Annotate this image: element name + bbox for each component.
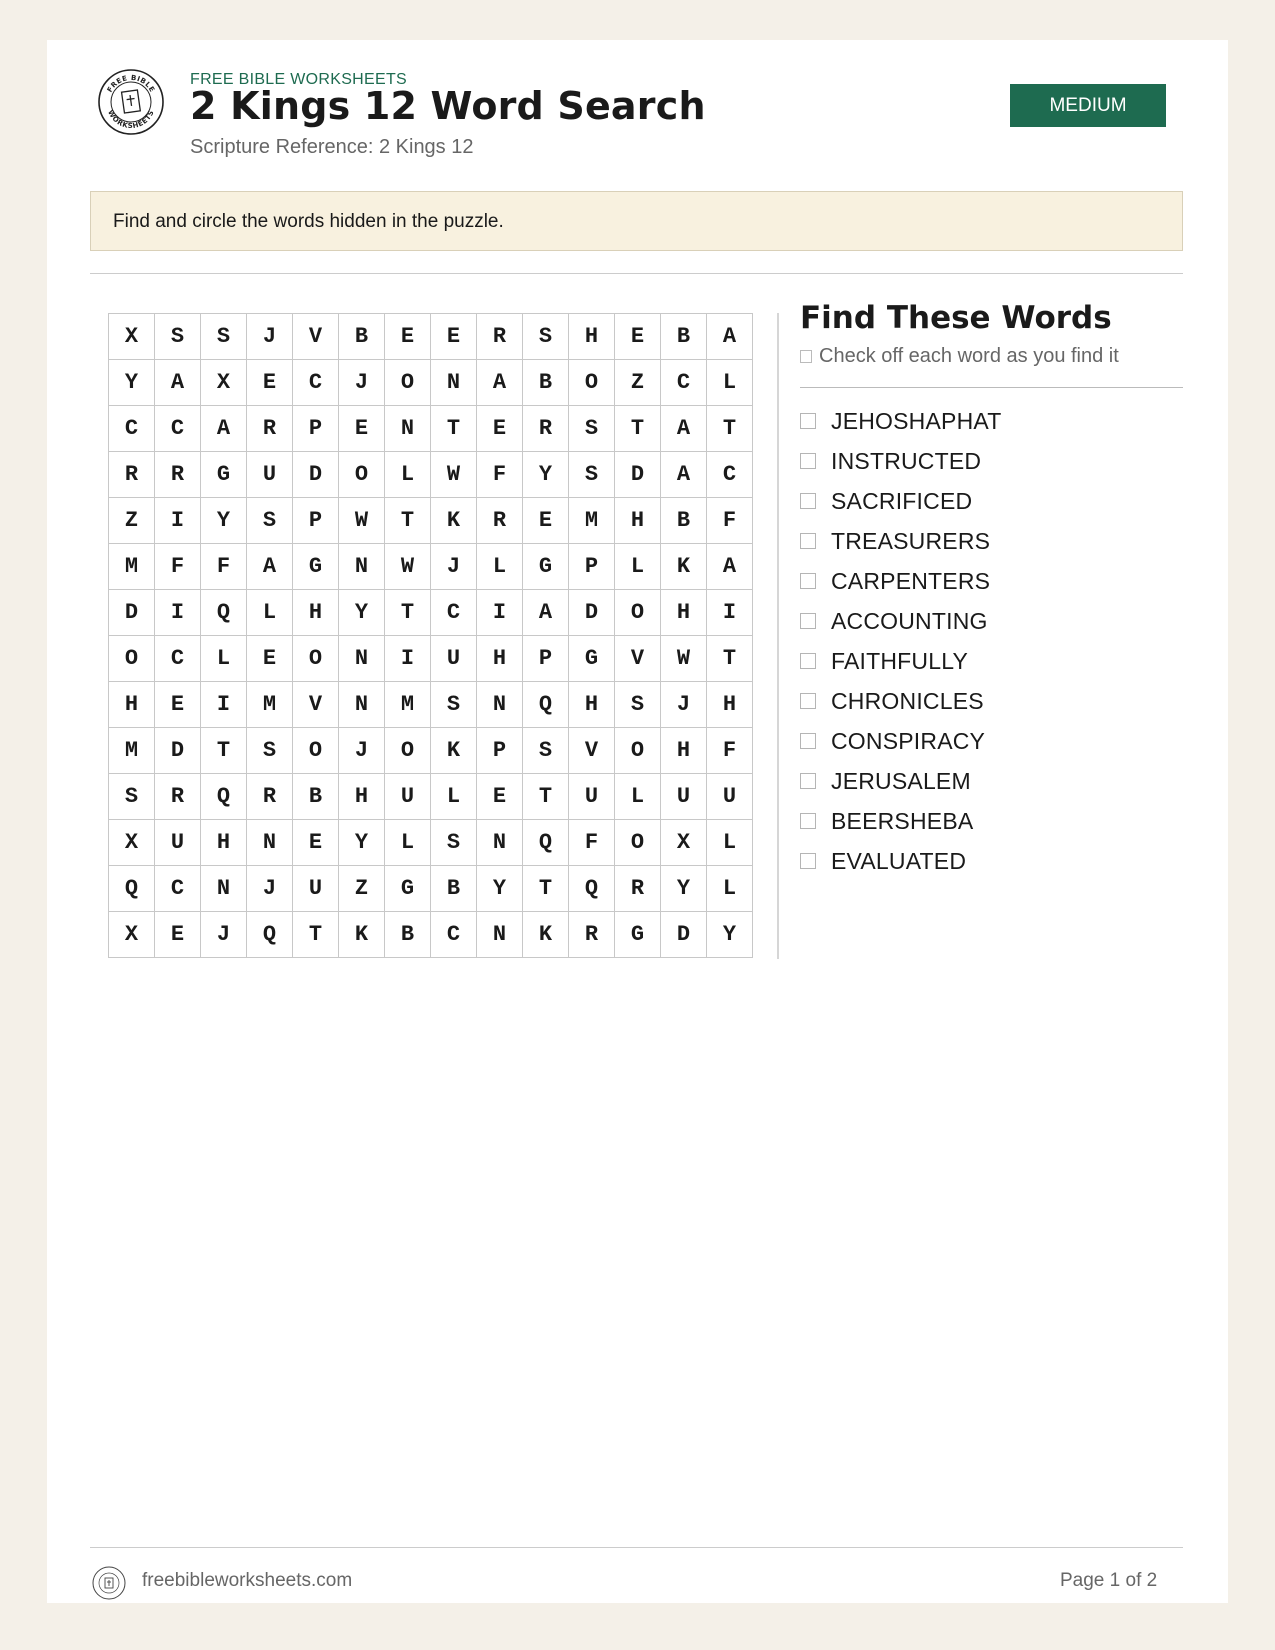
grid-cell[interactable]: B bbox=[661, 314, 707, 360]
grid-cell[interactable]: F bbox=[155, 544, 201, 590]
checkbox-icon[interactable] bbox=[800, 493, 816, 509]
grid-cell[interactable]: J bbox=[247, 866, 293, 912]
word-list-hint-text: Check off each word as you find it bbox=[819, 345, 1119, 367]
grid-cell[interactable]: E bbox=[247, 360, 293, 406]
grid-row bbox=[109, 360, 753, 406]
grid-cell[interactable]: R bbox=[155, 774, 201, 820]
worksheet-page bbox=[47, 40, 1228, 1603]
word-list bbox=[800, 401, 1001, 881]
grid-cell[interactable]: V bbox=[293, 682, 339, 728]
grid-cell[interactable]: T bbox=[523, 866, 569, 912]
grid-cell[interactable]: H bbox=[339, 774, 385, 820]
grid-cell[interactable]: N bbox=[477, 682, 523, 728]
word-item[interactable] bbox=[800, 841, 1001, 881]
word-label: BEERSHEBA bbox=[831, 807, 974, 834]
grid-cell[interactable]: L bbox=[615, 544, 661, 590]
grid-cell[interactable]: H bbox=[109, 682, 155, 728]
grid-cell[interactable]: O bbox=[385, 360, 431, 406]
footer-website: freebibleworksheets.com bbox=[142, 1570, 353, 1591]
grid-cell[interactable]: P bbox=[293, 498, 339, 544]
grid-cell[interactable]: F bbox=[201, 544, 247, 590]
word-item[interactable] bbox=[800, 521, 1001, 561]
grid-cell[interactable]: B bbox=[293, 774, 339, 820]
grid-cell[interactable]: L bbox=[431, 774, 477, 820]
grid-cell[interactable]: O bbox=[615, 728, 661, 774]
grid-cell[interactable]: J bbox=[339, 360, 385, 406]
grid-cell[interactable]: E bbox=[615, 314, 661, 360]
grid-cell[interactable]: G bbox=[523, 544, 569, 590]
grid-cell[interactable]: X bbox=[661, 820, 707, 866]
grid-cell[interactable]: K bbox=[431, 498, 477, 544]
grid-cell[interactable]: R bbox=[247, 406, 293, 452]
grid-row bbox=[109, 636, 753, 682]
grid-cell[interactable]: C bbox=[431, 590, 477, 636]
grid-cell[interactable]: U bbox=[385, 774, 431, 820]
grid-cell[interactable]: M bbox=[109, 728, 155, 774]
grid-cell[interactable]: L bbox=[615, 774, 661, 820]
grid-row bbox=[109, 544, 753, 590]
grid-cell[interactable]: N bbox=[339, 682, 385, 728]
grid-cell[interactable]: T bbox=[707, 406, 753, 452]
instructions-box bbox=[90, 191, 1183, 251]
difficulty-badge: MEDIUM bbox=[1010, 84, 1166, 127]
grid-cell[interactable]: P bbox=[569, 544, 615, 590]
word-item[interactable] bbox=[800, 721, 1001, 761]
grid-cell[interactable]: K bbox=[431, 728, 477, 774]
grid-cell[interactable]: H bbox=[707, 682, 753, 728]
grid-cell[interactable]: Q bbox=[523, 682, 569, 728]
grid-cell[interactable]: X bbox=[109, 314, 155, 360]
page-title: 2 Kings 12 Word Search bbox=[190, 84, 706, 128]
grid-cell[interactable]: O bbox=[339, 452, 385, 498]
grid-cell[interactable]: C bbox=[707, 452, 753, 498]
grid-row bbox=[109, 314, 753, 360]
grid-row bbox=[109, 498, 753, 544]
grid-cell[interactable]: U bbox=[431, 636, 477, 682]
word-list-hint bbox=[800, 345, 1119, 368]
grid-cell[interactable]: N bbox=[477, 912, 523, 958]
word-label: CHRONICLES bbox=[831, 687, 984, 714]
grid-cell[interactable]: O bbox=[385, 728, 431, 774]
grid-row bbox=[109, 452, 753, 498]
grid-cell[interactable]: C bbox=[155, 636, 201, 682]
checkbox-icon[interactable] bbox=[800, 613, 816, 629]
svg-text:WORKSHEETS: WORKSHEETS bbox=[106, 108, 156, 131]
grid-cell[interactable]: C bbox=[109, 406, 155, 452]
grid-cell[interactable]: L bbox=[707, 360, 753, 406]
grid-cell[interactable]: N bbox=[247, 820, 293, 866]
grid-cell[interactable]: C bbox=[155, 866, 201, 912]
grid-cell[interactable]: U bbox=[155, 820, 201, 866]
grid-cell[interactable]: E bbox=[385, 314, 431, 360]
grid-cell[interactable]: H bbox=[569, 314, 615, 360]
word-label: CARPENTERS bbox=[831, 567, 991, 594]
grid-cell[interactable]: H bbox=[661, 728, 707, 774]
grid-cell[interactable]: O bbox=[109, 636, 155, 682]
grid-cell[interactable]: M bbox=[247, 682, 293, 728]
grid-cell[interactable]: Q bbox=[201, 774, 247, 820]
grid-cell[interactable]: K bbox=[339, 912, 385, 958]
grid-cell[interactable]: B bbox=[385, 912, 431, 958]
grid-cell[interactable]: F bbox=[477, 452, 523, 498]
word-item[interactable] bbox=[800, 441, 1001, 481]
grid-row bbox=[109, 682, 753, 728]
grid-cell[interactable]: Z bbox=[109, 498, 155, 544]
grid-cell[interactable]: X bbox=[109, 912, 155, 958]
grid-cell[interactable]: H bbox=[293, 590, 339, 636]
grid-cell[interactable]: Y bbox=[707, 912, 753, 958]
grid-cell[interactable]: G bbox=[569, 636, 615, 682]
grid-cell[interactable]: K bbox=[661, 544, 707, 590]
grid-cell[interactable]: T bbox=[293, 912, 339, 958]
scripture-reference: Scripture Reference: 2 Kings 12 bbox=[190, 136, 474, 158]
grid-cell[interactable]: Q bbox=[201, 590, 247, 636]
grid-cell[interactable]: U bbox=[293, 866, 339, 912]
grid-cell[interactable]: H bbox=[569, 682, 615, 728]
grid-cell[interactable]: Y bbox=[523, 452, 569, 498]
grid-cell[interactable]: S bbox=[569, 406, 615, 452]
column-divider bbox=[777, 313, 779, 959]
footer-divider bbox=[90, 1547, 1183, 1548]
grid-cell[interactable]: S bbox=[247, 498, 293, 544]
footer-logo-icon bbox=[92, 1566, 126, 1600]
grid-cell[interactable]: S bbox=[201, 314, 247, 360]
grid-cell[interactable]: R bbox=[477, 314, 523, 360]
grid-cell[interactable]: Y bbox=[201, 498, 247, 544]
grid-cell[interactable]: D bbox=[155, 728, 201, 774]
grid-cell[interactable]: A bbox=[247, 544, 293, 590]
grid-cell[interactable]: R bbox=[155, 452, 201, 498]
grid-cell[interactable]: U bbox=[661, 774, 707, 820]
grid-cell[interactable]: C bbox=[155, 406, 201, 452]
grid-cell[interactable]: A bbox=[155, 360, 201, 406]
bible-logo-icon bbox=[97, 68, 165, 136]
checkbox-icon[interactable] bbox=[800, 733, 816, 749]
grid-cell[interactable]: Z bbox=[339, 866, 385, 912]
grid-cell[interactable]: V bbox=[293, 314, 339, 360]
grid-cell[interactable]: A bbox=[477, 360, 523, 406]
word-item[interactable] bbox=[800, 641, 1001, 681]
grid-row bbox=[109, 728, 753, 774]
grid-cell[interactable]: E bbox=[247, 636, 293, 682]
grid-cell[interactable]: F bbox=[569, 820, 615, 866]
grid-cell[interactable]: M bbox=[385, 682, 431, 728]
grid-cell[interactable]: T bbox=[201, 728, 247, 774]
grid-row bbox=[109, 406, 753, 452]
checkbox-icon[interactable] bbox=[800, 813, 816, 829]
grid-cell[interactable]: T bbox=[615, 406, 661, 452]
grid-cell[interactable]: S bbox=[615, 682, 661, 728]
grid-cell[interactable]: G bbox=[293, 544, 339, 590]
grid-cell[interactable]: I bbox=[155, 498, 201, 544]
word-list-title: Find These Words bbox=[800, 300, 1112, 336]
word-item[interactable] bbox=[800, 601, 1001, 641]
grid-cell[interactable]: W bbox=[661, 636, 707, 682]
checkbox-icon[interactable] bbox=[800, 453, 816, 469]
grid-cell[interactable]: R bbox=[523, 406, 569, 452]
svg-text:FREE BIBLE: FREE BIBLE bbox=[105, 73, 157, 94]
word-label: EVALUATED bbox=[831, 847, 967, 874]
grid-cell[interactable]: O bbox=[615, 820, 661, 866]
grid-row bbox=[109, 912, 753, 958]
grid-cell[interactable]: O bbox=[569, 360, 615, 406]
grid-cell[interactable]: E bbox=[477, 774, 523, 820]
word-item[interactable] bbox=[800, 681, 1001, 721]
word-label: FAITHFULLY bbox=[831, 647, 969, 674]
grid-cell[interactable]: E bbox=[477, 406, 523, 452]
grid-cell[interactable]: Q bbox=[523, 820, 569, 866]
grid-cell[interactable]: E bbox=[155, 912, 201, 958]
grid-cell[interactable]: R bbox=[477, 498, 523, 544]
grid-cell[interactable]: M bbox=[109, 544, 155, 590]
grid-cell[interactable]: L bbox=[477, 544, 523, 590]
grid-cell[interactable]: L bbox=[247, 590, 293, 636]
grid-cell[interactable]: C bbox=[431, 912, 477, 958]
grid-cell[interactable]: R bbox=[109, 452, 155, 498]
grid-cell[interactable]: M bbox=[569, 498, 615, 544]
grid-cell[interactable]: P bbox=[293, 406, 339, 452]
grid-row bbox=[109, 820, 753, 866]
checkbox-icon[interactable] bbox=[800, 853, 816, 869]
grid-cell[interactable]: G bbox=[201, 452, 247, 498]
grid-cell[interactable]: L bbox=[385, 452, 431, 498]
grid-cell[interactable]: W bbox=[339, 498, 385, 544]
grid-cell[interactable]: A bbox=[661, 452, 707, 498]
grid-cell[interactable]: I bbox=[201, 682, 247, 728]
grid-cell[interactable]: Z bbox=[615, 360, 661, 406]
grid-cell[interactable]: J bbox=[661, 682, 707, 728]
grid-cell[interactable]: S bbox=[155, 314, 201, 360]
header-divider bbox=[90, 273, 1183, 274]
instructions-text: Find and circle the words hidden in the puzzle. bbox=[113, 211, 504, 232]
grid-cell[interactable]: H bbox=[477, 636, 523, 682]
grid-cell[interactable]: H bbox=[661, 590, 707, 636]
grid-cell[interactable]: N bbox=[477, 820, 523, 866]
grid-cell[interactable]: S bbox=[523, 314, 569, 360]
grid-cell[interactable]: T bbox=[707, 636, 753, 682]
grid-cell[interactable]: A bbox=[707, 544, 753, 590]
grid-cell[interactable]: D bbox=[661, 912, 707, 958]
grid-cell[interactable]: J bbox=[339, 728, 385, 774]
grid-cell[interactable]: I bbox=[707, 590, 753, 636]
grid-cell[interactable]: J bbox=[431, 544, 477, 590]
grid-cell[interactable]: B bbox=[661, 498, 707, 544]
grid-cell[interactable]: A bbox=[661, 406, 707, 452]
grid-cell[interactable]: T bbox=[431, 406, 477, 452]
word-item[interactable] bbox=[800, 481, 1001, 521]
page-number: Page 1 of 2 bbox=[1060, 1570, 1158, 1591]
grid-cell[interactable]: L bbox=[201, 636, 247, 682]
grid-cell[interactable]: U bbox=[569, 774, 615, 820]
grid-cell[interactable]: V bbox=[615, 636, 661, 682]
grid-cell[interactable]: S bbox=[569, 452, 615, 498]
grid-cell[interactable]: T bbox=[523, 774, 569, 820]
grid-row bbox=[109, 774, 753, 820]
checkbox-icon[interactable] bbox=[800, 773, 816, 789]
word-item[interactable] bbox=[800, 761, 1001, 801]
grid-cell[interactable]: E bbox=[431, 314, 477, 360]
grid-cell[interactable]: R bbox=[247, 774, 293, 820]
grid-cell[interactable]: D bbox=[293, 452, 339, 498]
grid-cell[interactable]: G bbox=[615, 912, 661, 958]
grid-cell[interactable]: P bbox=[477, 728, 523, 774]
grid-cell[interactable]: J bbox=[247, 314, 293, 360]
word-item[interactable] bbox=[800, 401, 1001, 441]
grid-cell[interactable]: S bbox=[523, 728, 569, 774]
grid-cell[interactable]: L bbox=[707, 820, 753, 866]
grid-cell[interactable]: W bbox=[431, 452, 477, 498]
grid-cell[interactable]: U bbox=[707, 774, 753, 820]
grid-cell[interactable]: O bbox=[293, 636, 339, 682]
grid-cell[interactable]: O bbox=[293, 728, 339, 774]
grid-cell[interactable]: A bbox=[707, 314, 753, 360]
grid-cell[interactable]: N bbox=[385, 406, 431, 452]
grid-row bbox=[109, 590, 753, 636]
grid-cell[interactable]: Y bbox=[109, 360, 155, 406]
grid-cell[interactable]: T bbox=[385, 498, 431, 544]
grid-cell[interactable]: C bbox=[661, 360, 707, 406]
grid-cell[interactable]: I bbox=[477, 590, 523, 636]
word-label: CONSPIRACY bbox=[831, 727, 986, 754]
grid-cell[interactable]: B bbox=[431, 866, 477, 912]
word-label: JERUSALEM bbox=[831, 767, 971, 794]
grid-cell[interactable]: Y bbox=[661, 866, 707, 912]
grid-cell[interactable]: Q bbox=[569, 866, 615, 912]
grid-cell[interactable]: E bbox=[523, 498, 569, 544]
grid-cell[interactable]: S bbox=[431, 820, 477, 866]
grid-cell[interactable]: N bbox=[339, 544, 385, 590]
grid-cell[interactable]: R bbox=[569, 912, 615, 958]
grid-cell[interactable]: P bbox=[523, 636, 569, 682]
grid-cell[interactable]: H bbox=[615, 498, 661, 544]
grid-cell[interactable]: G bbox=[385, 866, 431, 912]
grid-cell[interactable]: K bbox=[523, 912, 569, 958]
grid-cell[interactable]: N bbox=[431, 360, 477, 406]
grid-cell[interactable]: D bbox=[109, 590, 155, 636]
grid-cell[interactable]: E bbox=[293, 820, 339, 866]
grid-cell[interactable]: F bbox=[707, 728, 753, 774]
grid-cell[interactable]: A bbox=[523, 590, 569, 636]
grid-cell[interactable]: T bbox=[385, 590, 431, 636]
word-label: INSTRUCTED bbox=[831, 447, 982, 474]
grid-cell[interactable]: A bbox=[201, 406, 247, 452]
grid-cell[interactable]: D bbox=[615, 452, 661, 498]
grid-cell[interactable]: B bbox=[339, 314, 385, 360]
grid-cell[interactable]: Y bbox=[339, 820, 385, 866]
grid-cell[interactable]: X bbox=[109, 820, 155, 866]
checkbox-icon bbox=[800, 350, 812, 363]
grid-cell[interactable]: I bbox=[155, 590, 201, 636]
grid-cell[interactable]: H bbox=[201, 820, 247, 866]
grid-cell[interactable]: W bbox=[385, 544, 431, 590]
checkbox-icon[interactable] bbox=[800, 573, 816, 589]
grid-cell[interactable]: I bbox=[385, 636, 431, 682]
grid-cell[interactable]: S bbox=[247, 728, 293, 774]
word-label: TREASURERS bbox=[831, 527, 991, 554]
grid-cell[interactable]: S bbox=[109, 774, 155, 820]
grid-cell[interactable]: X bbox=[201, 360, 247, 406]
checkbox-icon[interactable] bbox=[800, 533, 816, 549]
grid-cell[interactable]: Y bbox=[477, 866, 523, 912]
grid-row bbox=[109, 866, 753, 912]
word-item[interactable] bbox=[800, 561, 1001, 601]
grid-cell[interactable]: N bbox=[339, 636, 385, 682]
grid-cell[interactable]: N bbox=[201, 866, 247, 912]
grid-cell[interactable]: C bbox=[293, 360, 339, 406]
word-label: JEHOSHAPHAT bbox=[831, 407, 1002, 434]
word-list-divider bbox=[800, 387, 1183, 388]
grid-cell[interactable]: L bbox=[385, 820, 431, 866]
word-item[interactable] bbox=[800, 801, 1001, 841]
grid-cell[interactable]: U bbox=[247, 452, 293, 498]
grid-cell[interactable]: R bbox=[615, 866, 661, 912]
grid-cell[interactable]: Y bbox=[339, 590, 385, 636]
word-label: ACCOUNTING bbox=[831, 607, 988, 634]
word-search-grid bbox=[108, 313, 753, 958]
grid-cell[interactable]: O bbox=[615, 590, 661, 636]
checkbox-icon[interactable] bbox=[800, 413, 816, 429]
grid-cell[interactable]: V bbox=[569, 728, 615, 774]
site-kicker: FREE BIBLE WORKSHEETS bbox=[190, 71, 408, 88]
grid-cell[interactable]: E bbox=[155, 682, 201, 728]
grid-cell[interactable]: B bbox=[523, 360, 569, 406]
grid-cell[interactable]: S bbox=[431, 682, 477, 728]
checkbox-icon[interactable] bbox=[800, 693, 816, 709]
grid-cell[interactable]: E bbox=[339, 406, 385, 452]
grid-cell[interactable]: Q bbox=[247, 912, 293, 958]
grid-cell[interactable]: Q bbox=[109, 866, 155, 912]
grid-cell[interactable]: J bbox=[201, 912, 247, 958]
grid-cell[interactable]: L bbox=[707, 866, 753, 912]
word-label: SACRIFICED bbox=[831, 487, 973, 514]
checkbox-icon[interactable] bbox=[800, 653, 816, 669]
grid-cell[interactable]: D bbox=[569, 590, 615, 636]
grid-cell[interactable]: F bbox=[707, 498, 753, 544]
